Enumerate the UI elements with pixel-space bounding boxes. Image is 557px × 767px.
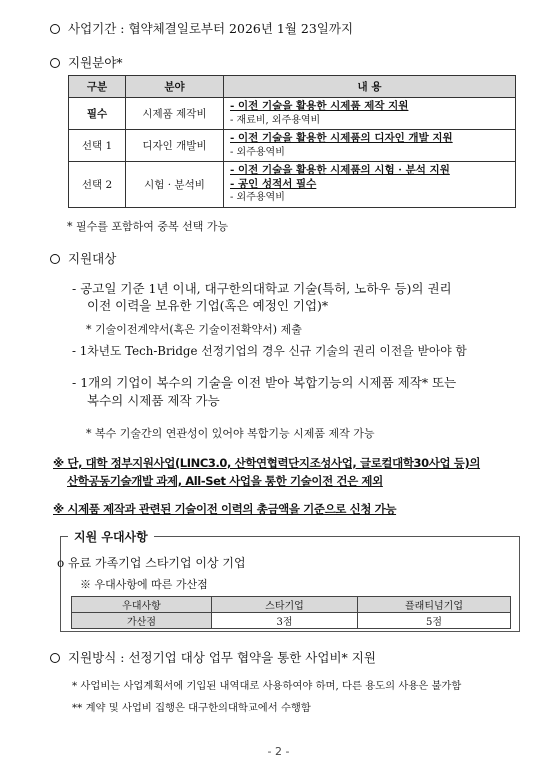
support-field-heading [50,53,123,71]
row-content [224,98,516,130]
table-row [69,130,516,162]
table-row [72,613,511,629]
row-type-option1: 선택 1 [69,130,126,162]
row-field: 시제품 제작비 [126,98,224,130]
target-item-1-note: * 기술이전계약서(혹은 기술이전확약서) 제출 [86,323,302,336]
platinum-points: 5점 [358,613,511,629]
method-text: 지원방식 : 선정기업 대상 업무 협약을 통한 사업비* 지원 [68,650,376,665]
table-row [69,98,516,130]
support-field-heading-text: 지원분야* [68,55,123,70]
support-field-table [68,75,516,208]
period-text: 사업기간 : 협약체결일로부터 2026년 1월 23일까지 [68,21,354,36]
content-item: - 외주용역비 [230,192,285,203]
circle-bullet-icon [50,24,60,34]
row-label-points: 가산점 [72,613,212,629]
header-content: 내 용 [224,76,516,98]
target-item-3-note: * 복수 기술간의 연관성이 있어야 복합기능 시제품 제작 가능 [86,427,375,440]
content-item: - 외주용역비 [230,146,285,158]
target-item-1: - 공고일 기준 1년 이내, 대구한의대학교 기술(특허, 노하우 등)의 권리 [72,281,452,296]
header-preference: 우대사항 [72,597,212,613]
row-content [224,130,516,162]
row-field: 디자인 개발비 [126,130,224,162]
period-line [50,19,353,37]
preference-points-table [71,596,511,629]
support-field-note: * 필수를 포함하여 중복 선택 가능 [67,220,229,233]
row-field: 시험 · 분석비 [126,162,224,208]
notice-exclusion-cont: 산학공동기술개발 과제, All-Set 사업을 통한 기술이전 건은 제외 [67,474,383,488]
target-heading-text: 지원대상 [68,251,117,266]
content-item: - 이전 기술을 활용한 시제품의 디자인 개발 지원 [230,132,453,144]
header-type: 구분 [69,76,126,98]
method-line [50,648,376,666]
notice-exclusion: ※ 단, 대학 정부지원사업(LINC3.0, 산학연협력단지조성사업, 글로컬대학30사업 등)의 [53,456,481,470]
preference-subnote: ※ 우대사항에 따른 가산점 [80,578,208,591]
target-item-2: - 1차년도 Tech-Bridge 선정기업의 경우 신규 기술의 권리 이전을 받아야 함 [72,344,467,358]
circle-bullet-icon [50,653,60,663]
target-item-3-cont: 복수의 시제품 제작 가능 [87,393,220,408]
notice-amount-basis: ※ 시제품 제작과 관련된 기술이전 이력의 총금액을 기준으로 신청 가능 [53,502,397,516]
row-type-option2: 선택 2 [69,162,126,208]
circle-bullet-icon [50,254,60,264]
preference-title: 지원 우대사항 [68,528,154,545]
target-heading [50,249,116,267]
header-platinum: 플래티넘기업 [358,597,511,613]
content-item: - 재료비, 외주용역비 [230,114,321,126]
method-note-2: ** 계약 및 사업비 집행은 대구한의대학교에서 수행함 [72,702,311,714]
target-item-3: - 1개의 기업이 복수의 기술을 이전 받아 복합기능의 시제품 제작* 또는 [72,375,457,390]
row-content [224,162,516,208]
method-note-1: * 사업비는 사업계획서에 기입된 내역대로 사용하여야 하며, 다른 용도의 사용은 불가함 [72,680,462,692]
star-points: 3점 [212,613,358,629]
target-item-1-cont: 이전 이력을 보유한 기업(혹은 예정인 기업)* [87,298,329,313]
table-header-row [69,76,516,98]
header-star: 스타기업 [212,597,358,613]
header-field: 분야 [126,76,224,98]
preference-item: o 유료 가족기업 스타기업 이상 기업 [57,556,246,570]
content-item: - 공인 성적서 필수 [230,177,317,190]
row-type-required: 필수 [69,98,126,130]
page-number: - 2 - [267,745,290,758]
circle-bullet-icon [50,58,60,68]
content-item: - 이전 기술을 활용한 시제품의 시험 · 분석 지원 [230,164,450,176]
content-item: - 이전 기술을 활용한 시제품 제작 지원 [230,100,409,112]
table-header-row [72,597,511,613]
table-row [69,162,516,208]
